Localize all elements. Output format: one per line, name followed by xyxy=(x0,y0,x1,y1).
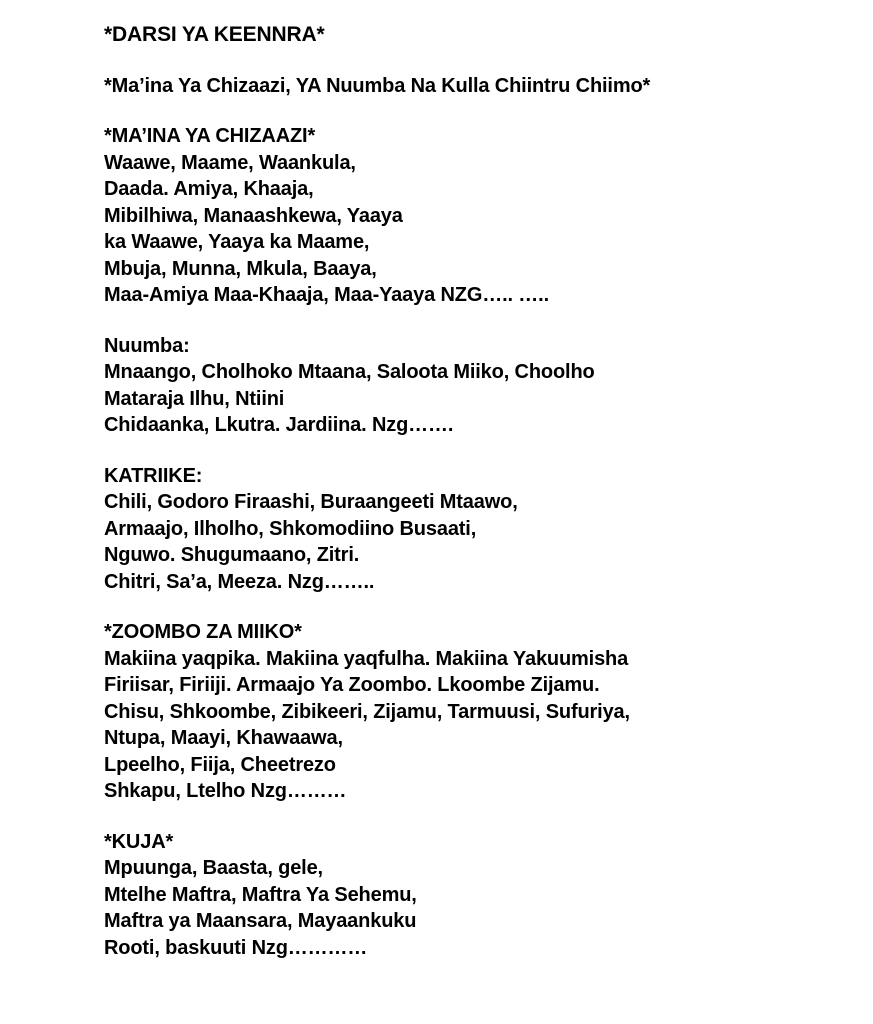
section-food xyxy=(104,829,844,962)
section-line: Chisu, Shkoombe, Zibikeeri, Zijamu, Tarmuusi, Sufuriya, xyxy=(104,700,630,723)
section-line: Chidaanka, Lkutra. Jardiina. Nzg……. xyxy=(104,414,454,436)
section-line: Maa-Amiya Maa-Khaaja, Maa-Yaaya NZG….. ….. xyxy=(104,284,549,306)
section-line: Mataraja Ilhu, Ntiini xyxy=(104,387,285,410)
section-line: Mtelhe Maftra, Maftra Ya Sehemu, xyxy=(104,883,417,906)
section-inside xyxy=(104,463,844,596)
section-line: Lpeelho, Fiija, Cheetrezo xyxy=(104,753,336,776)
section-line: Rooti, baskuuti Nzg………… xyxy=(104,936,368,959)
section-heading: *KUJA* xyxy=(104,830,174,853)
section-line: Mibilhiwa, Manaashkewa, Yaaya xyxy=(104,204,403,227)
section-line: ka Waawe, Yaaya ka Maame, xyxy=(104,231,370,253)
document-page xyxy=(104,22,844,961)
section-line: Shkapu, Ltelho Nzg……… xyxy=(104,780,347,802)
section-line: Nguwo. Shugumaano, Zitri. xyxy=(104,544,360,566)
section-line: Mnaango, Cholhoko Mtaana, Saloota Miiko, Choolho xyxy=(104,361,595,383)
section-line: Makiina yaqpika. Makiina yaqfulha. Makiina Yakuumisha xyxy=(104,647,629,670)
section-line: Waawe, Maame, Waankula, xyxy=(104,151,356,174)
section-line: Armaajo, Ilholho, Shkomodiino Busaati, xyxy=(104,517,477,540)
section-heading: *MA’INA YA CHIZAAZI* xyxy=(104,125,316,147)
document-subtitle: *Ma’ina Ya Chizaazi, YA Nuumba Na Kulla Chiintru Chiimo* xyxy=(104,74,651,97)
document-title: *DARSI YA KEENNRA* xyxy=(104,23,325,46)
section-line: Mpuunga, Baasta, gele, xyxy=(104,857,323,879)
section-heading: KATRIIKE: xyxy=(104,464,203,487)
section-line: Firiisar, Firiiji. Armaajo Ya Zoombo. Lkoombe Zijamu. xyxy=(104,674,600,696)
section-house xyxy=(104,333,844,439)
section-family-names xyxy=(104,123,844,309)
section-line: Mbuja, Munna, Mkula, Baaya, xyxy=(104,257,377,280)
section-line: Maftra ya Maansara, Mayaankuku xyxy=(104,910,417,932)
section-heading: Nuumba: xyxy=(104,334,190,357)
section-line: Ntupa, Maayi, Khawaawa, xyxy=(104,727,343,749)
section-line: Daada. Amiya, Khaaja, xyxy=(104,178,314,200)
section-heading: *ZOOMBO ZA MIIKO* xyxy=(104,621,302,643)
section-kitchen-items xyxy=(104,619,844,805)
section-line: Chili, Godoro Firaashi, Buraangeeti Mtaawo, xyxy=(104,491,518,513)
section-line: Chitri, Sa’a, Meeza. Nzg…….. xyxy=(104,570,375,593)
